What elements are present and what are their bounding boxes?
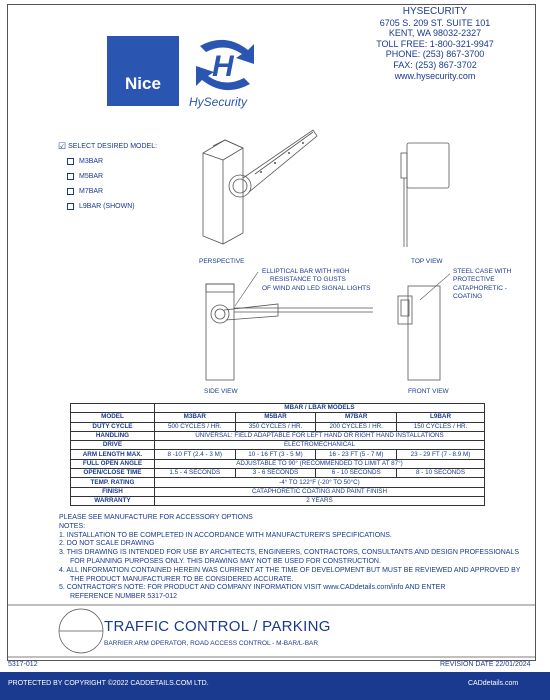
company-phone: PHONE: (253) 867-3700	[385, 49, 485, 60]
checkbox-icon[interactable]	[67, 173, 74, 180]
model-select	[58, 139, 158, 214]
table-row: ARM LENGTH MAX. 8 -10 FT (2.4 - 3 M) 10 - 16 FT (3 - 5 M) 16 - 23 FT (5 - 7 M) 23 - 29 FT (7 - 8.9 M)	[71, 450, 485, 459]
company-web: www.hysecurity.com	[394, 70, 476, 81]
revision-date: REVISION DATE 22/01/2024	[440, 661, 531, 668]
page-subtitle: BARRIER ARM OPERATOR, ROAD ACCESS CONTROL - M-BAR/L-BAR	[104, 640, 319, 647]
model-option-m5bar[interactable]: M5BAR	[63, 169, 157, 184]
company-tollfree: TOLL FREE: 1-800-321-9947	[376, 38, 494, 49]
model-select-header: SELECT DESIRED MODEL:	[68, 143, 158, 150]
svg-text:H: H	[212, 50, 234, 83]
note-item: THE PRODUCT MANUFACTURER TO BE CONSIDERED ACCURATE.	[70, 575, 294, 583]
spec-table-title: MBAR / LBAR MODELS	[154, 404, 484, 413]
checkbox-icon[interactable]	[67, 203, 74, 210]
top-view-label: TOP VIEW	[411, 258, 443, 265]
company-name: HYSECURITY	[402, 6, 468, 17]
check-icon: ☑	[58, 141, 67, 151]
table-row: DUTY CYCLE 500 CYCLES / HR. 350 CYCLES / HR. 200 CYCLES / HR. 150 CYCLES / HR.	[71, 422, 485, 431]
notes	[59, 514, 521, 602]
company-address-1: 6705 S. 209 ST. SUITE 101	[379, 17, 491, 28]
side-view-label: SIDE VIEW	[204, 388, 238, 395]
page-title: TRAFFIC CONTROL / PARKING	[104, 618, 331, 635]
case-callout: STEEL CASE WITH PROTECTIVE CATAPHORETIC - COATING	[453, 268, 512, 300]
company-fax: FAX: (253) 867-3702	[393, 59, 477, 70]
company-info	[360, 7, 510, 81]
table-row: DRIVE ELECTROMECHANICAL	[71, 441, 485, 450]
table-row: FULL OPEN ANGLE ADJUSTABLE TO 90° (RECOMMENDED TO LIMIT AT 87°)	[71, 459, 485, 468]
table-row: HANDLING UNIVERSAL: FIELD ADAPTABLE FOR LEFT HAND OR RIGHT HAND INSTALLATIONS	[71, 431, 485, 440]
site-link[interactable]: CADdetails.com	[468, 680, 519, 687]
note-item: REFERENCE NUMBER 5317-012	[70, 593, 177, 601]
front-view-label: FRONT VIEW	[408, 388, 449, 395]
notes-see: PLEASE SEE MANUFACTURE FOR ACCESSORY OPTIONS	[59, 514, 253, 521]
table-row: FINISH CATAPHORETIC COATING AND PAINT FINISH	[71, 487, 485, 496]
nice-logo: Nice	[107, 36, 179, 106]
checkbox-icon[interactable]	[67, 158, 74, 165]
drawing-code: 5317-012	[8, 661, 38, 668]
note-item: 5. CONTRACTOR'S NOTE: FOR PRODUCT AND COMPANY INFORMATION VISIT www.CADdetails.com/info AND ENTER	[59, 584, 446, 592]
spec-table: MBAR / LBAR MODELS MODEL M3BAR M5BAR M7BAR L9BAR DUTY CYCLE 500 CYCLES / HR. 350 CYCLES / HR. 200 CYCLES / HR. 150 CYCLES / HR. HANDLING UNIVERSAL: FIELD ADAPTABLE FOR LEFT HAND OR RIGHT HAND INSTALLATIONS DRIVE ELECTROMECHANICAL ARM LENGTH MAX. 8 -10 FT (2.4 - 3 M) 10 - 16 FT (3 - 5 M) 16 - 23 FT (5 - 7 M) 23 - 29 FT (7 - 8.9 M) FULL OPEN ANGLE ADJUSTABLE TO 90° (RECOMMENDED TO LIMIT AT 87°) OPEN/CLOSE TIME 1.5 - 4 SECONDS 3 - 6 SECONDS 6 - 10 SECONDS 8 - 10 SECONDS TEMP. RATING -4° TO 122°F (-20° TO 50°C) FINISH CATAPHORETIC COATING AND PAINT FINISH WARRANTY 2 YEARS	[70, 403, 485, 506]
copyright: PROTECTED BY COPYRIGHT ©2022 CADDETAILS.COM LTD.	[8, 680, 209, 687]
note-item: 4. ALL INFORMATION CONTAINED HEREIN WAS CURRENT AT THE TIME OF DEVELOPMENT BUT MUST BE REVIEWED AND APPROVED BY	[59, 566, 521, 574]
table-row: WARRANTY 2 YEARS	[71, 496, 485, 505]
notes-head: NOTES:	[59, 522, 86, 530]
bar-callout: ELLIPTICAL BAR WITH HIGH RESISTANCE TO GUSTS OF WIND AND LED SIGNAL LIGHTS	[262, 268, 371, 292]
perspective-view-drawing	[195, 118, 320, 248]
note-item: FOR PLANNING PURPOSES ONLY. THIS DRAWING MAY NOT BE USED FOR CONSTRUCTION.	[70, 557, 381, 565]
top-view-drawing	[395, 135, 455, 255]
table-row: TEMP. RATING -4° TO 122°F (-20° TO 50°C)	[71, 478, 485, 487]
hysecurity-wordmark: HySecurity	[189, 95, 248, 109]
model-option-l9bar[interactable]: L9BAR (SHOWN)	[63, 199, 157, 214]
note-item: 2. DO NOT SCALE DRAWING	[59, 540, 155, 548]
hysecurity-logo-icon	[190, 36, 260, 94]
perspective-label: PERSPECTIVE	[199, 258, 245, 265]
table-row: OPEN/CLOSE TIME 1.5 - 4 SECONDS 3 - 6 SECONDS 6 - 10 SECONDS 8 - 10 SECONDS	[71, 469, 485, 478]
checkbox-icon[interactable]	[67, 188, 74, 195]
model-option-m7bar[interactable]: M7BAR	[63, 184, 157, 199]
company-address-2: KENT, WA 98032-2327	[388, 28, 482, 39]
note-item: 1. INSTALLATION TO BE COMPLETED IN ACCORDANCE WITH MANUFACTURER'S SPECIFICATIONS.	[59, 531, 392, 539]
note-item: 3. THIS DRAWING IS INTENDED FOR USE BY ARCHITECTS, ENGINEERS, CONTRACTORS, CONSULTANTS AND DESIGN PROFESSIONALS	[59, 549, 519, 557]
model-option-m3bar[interactable]: M3BAR	[63, 154, 157, 169]
